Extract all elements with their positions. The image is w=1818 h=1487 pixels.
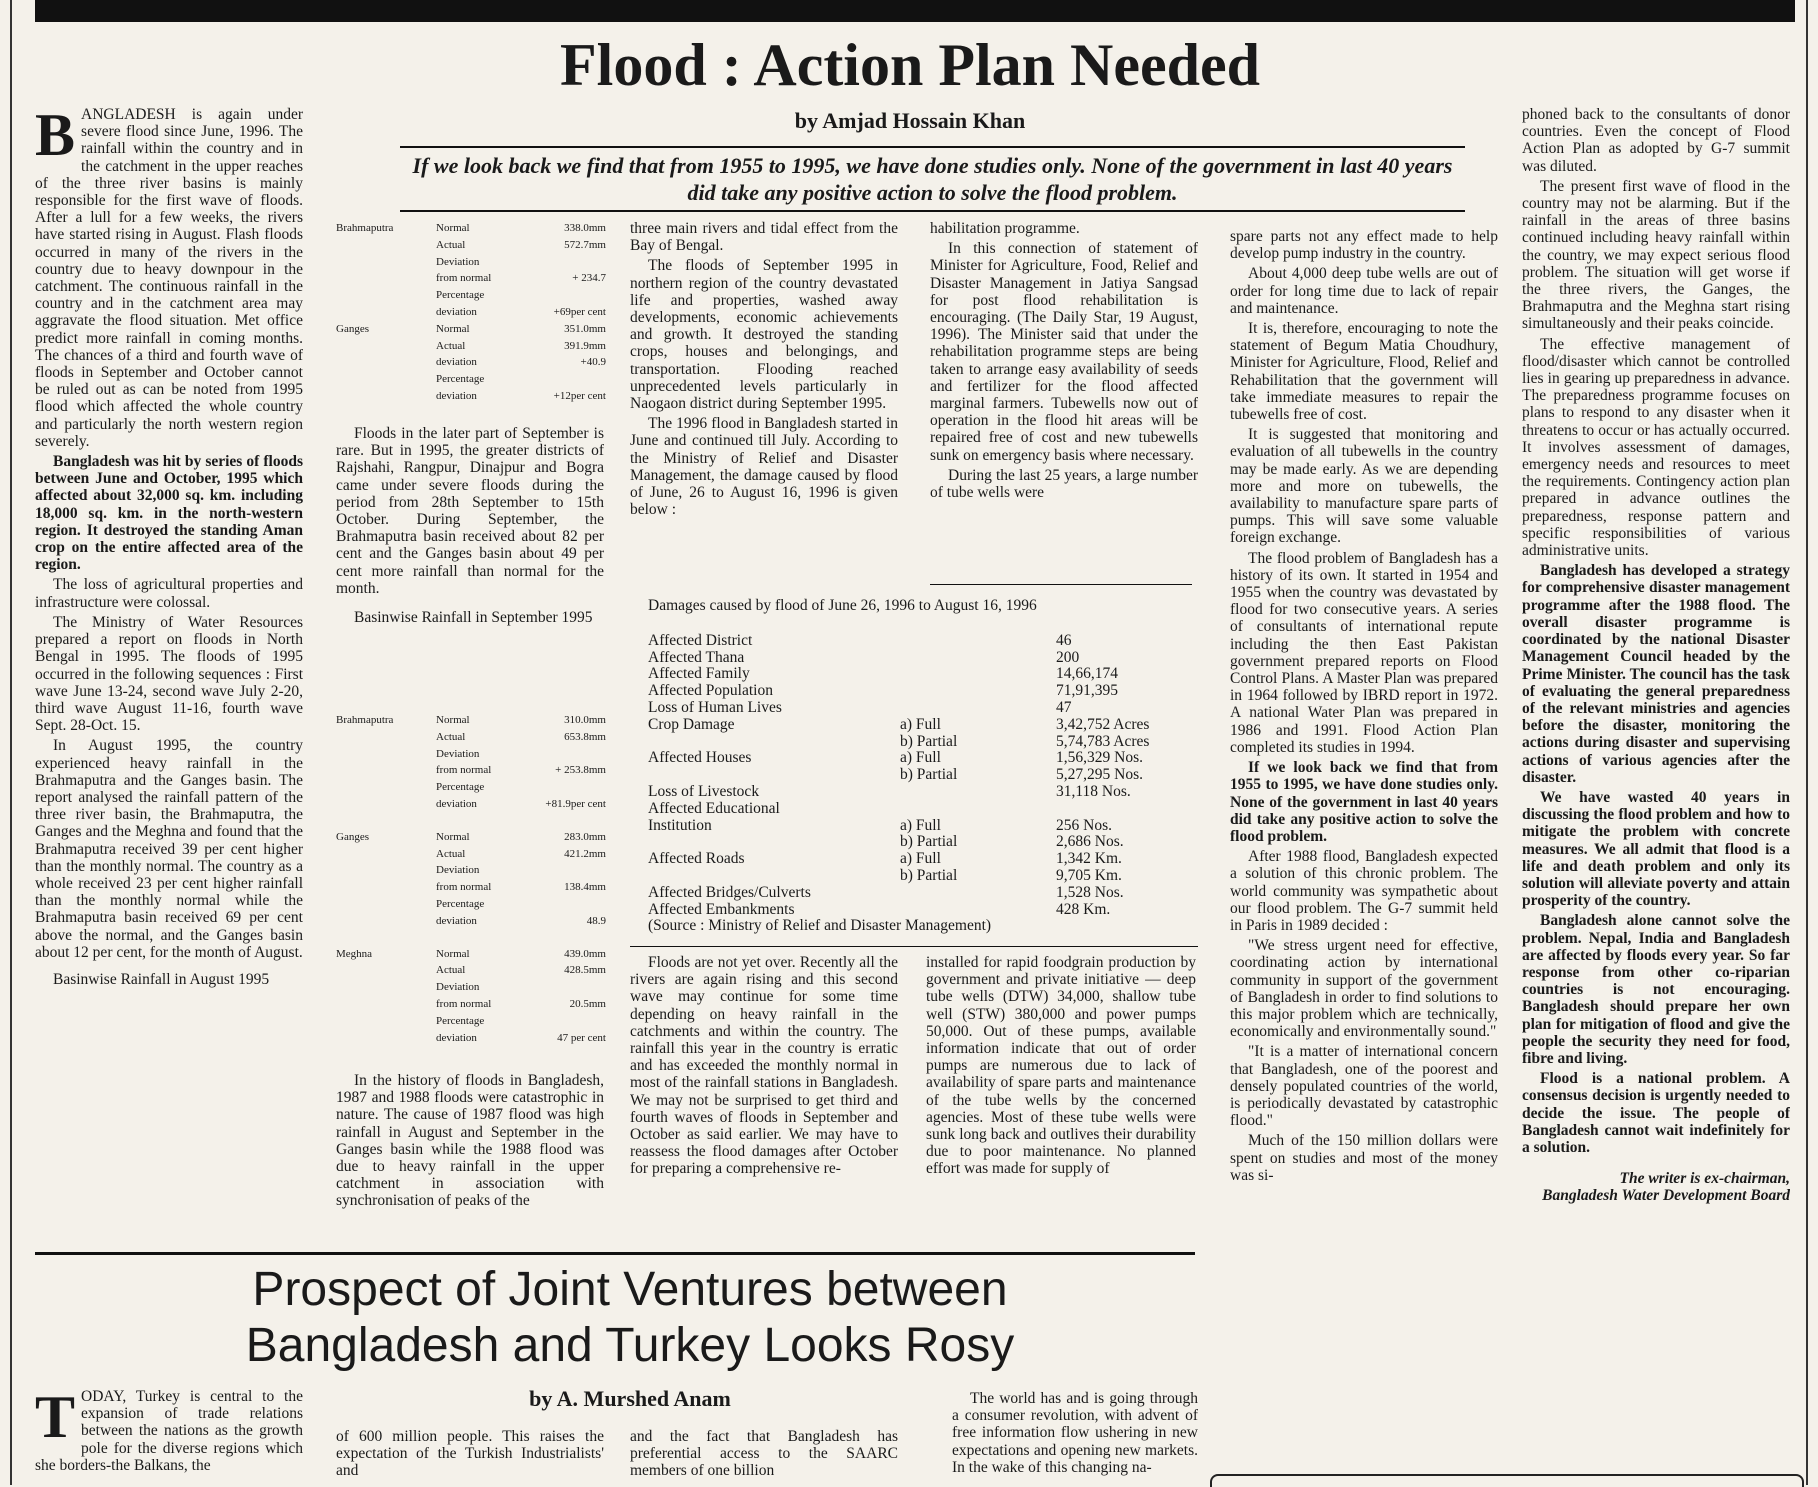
table-row [336,254,606,271]
column-3-bottom [630,954,898,1244]
table-row [336,712,606,729]
adjacent-box-frame [1210,1474,1804,1487]
table-row [336,321,606,338]
table-cell: b) Partial [900,833,958,851]
paragraph: Flood is a national problem. A consensus decision is urgently needed to decide the issue. The people of Bangladesh cannot wait indefinitely for a solution. [1522,1070,1790,1156]
table-row [336,270,606,287]
table-cell: from normal [436,764,492,777]
table-cell: Institution [648,816,712,834]
table-cell: 1,342 Km. [1056,850,1122,868]
article2-column-2 [336,1428,604,1485]
table-row [648,818,1188,835]
table-cell: b) Partial [900,866,958,884]
table-cell [900,633,1056,650]
table-cell: deviation [436,305,477,318]
table-cell: +69per cent [553,305,606,318]
table-row [336,237,606,254]
table-row [648,784,1188,801]
article-divider [35,1252,1195,1255]
table-cell: Actual [436,847,466,860]
table-cell: from normal [436,997,492,1010]
table-cell: 428 Km. [1056,900,1111,918]
table-row [336,979,606,996]
table-cell: Normal [436,222,470,234]
table-cell: Affected Population [648,682,773,700]
pull-quote: If we look back we find that from 1955 to 1995, we have done studies only. None of the government in last 40 years did take any positive action to solve the flood problem. [400,146,1465,212]
basin-name: Ganges [336,322,369,335]
table-cell [900,784,1056,801]
table-cell: Actual [436,339,466,352]
paragraph: We have wasted 40 years in discussing the flood problem and how to mitigate the problem with concrete measures. We all admit that flood is a life and death problem and only its solution will alleviate poverty and attain prosperity of the country. [1522,788,1790,910]
paragraph: It is, therefore, encouraging to note the statement of Begum Matia Choudhury, Minister for Agriculture, Flood, Relief and Rehabilitation that the government will take immediate measures to repair the tubewells free of cost. [1230,320,1498,424]
table-row [648,633,1188,650]
table-cell: 421.2mm [564,847,606,860]
table-cell: Normal [436,947,470,960]
table-cell: 1,528 Nos. [1056,883,1124,901]
table-cell: 256 Nos. [1056,816,1112,834]
table-caption: Basinwise Rainfall in August 1995 [53,970,270,988]
table-cell: Percentage [436,373,485,386]
table-cell: Affected Houses [648,749,752,767]
table-row [648,666,1188,683]
column-2-text [336,425,604,640]
table-cell: Affected Thana [648,648,745,666]
table-row [648,868,1188,885]
drop-cap: B [35,106,76,168]
table-cell: from normal [436,272,492,285]
table-cell: deviation [436,356,477,369]
table-cell [648,868,900,885]
table-cell: deviation [436,914,477,927]
table-cell: 338.0mm [564,222,606,234]
table-cell: Affected Bridges/Culverts [648,883,811,901]
table-row [336,371,606,388]
table-cell: Normal [436,830,470,843]
table-row [336,879,606,896]
table-cell [648,767,900,784]
table-cell: 572.7mm [564,238,606,251]
table-row [648,902,1188,919]
table-cell: 20.5mm [569,997,606,1010]
table-cell: Actual [436,238,466,251]
table-cell: Percentage [436,1014,485,1027]
table-cell: + 234.7 [572,272,606,285]
table-cell: Actual [436,730,466,743]
table-cell [648,834,900,851]
table-cell: Deviation [436,864,480,877]
paragraph: In the history of floods in Bangladesh, 1987 and 1988 floods were catastrophic in nature. The cause of 1987 flood was high rainfall in August and September in the Ganges basin while the 1988 flood was due to heavy rainfall in the upper catchment in association with synchronisation of peaks of the [336,1072,604,1210]
table-cell: Loss of Livestock [648,782,760,800]
paragraph: If we look back we find that from 1955 to 1995, we have done studies only. None of the government in last 40 years did take any positive action to solve the flood problem. [1230,759,1498,845]
paragraph: Bangladesh alone cannot solve the problem. Nepal, India and Bangladesh are affected by floods every year. So far response from other co-riparian countries is not encouraging. Bangladesh should prepare her own plan for mitigation of flood and give the people the security they need for food, fibre and living. [1522,912,1790,1067]
column-5 [1230,228,1498,1478]
table-cell: Affected Roads [648,850,745,868]
table-row [648,851,1188,868]
sep-rainfall-table [336,712,606,1046]
paragraph: The effective management of flood/disaster which cannot be controlled lies in gearing up preparedness in advance. The preparedness programme focuses on plans to respond to any disaster when it threatens to occur or has actually occurred. It involves assessment of damages, emergency needs and resources to meet the requirements. Contingency action plan prepared in advance outlines the preparedness, response pattern and specific responsibilities of various administrative units. [1522,335,1790,560]
paragraph: phoned back to the consultants of donor countries. Even the concept of Flood Action Plan as adopted by G-7 summit was diluted. [1522,106,1790,175]
table-cell: +81.9per cent [545,797,606,810]
table-cell: deviation [436,797,477,810]
paragraph: About 4,000 deep tube wells are out of order for long time due to lack of repair and maintenance. [1230,265,1498,317]
paragraph: The present first wave of flood in the country may not be alarming. But if the rainfall in the areas of three basins continued including heavy rainfall within the country, we may expect serious flood problem. The situation will get worse if the three rivers, the Ganges, the Brahmaputra and the Meghna start rising simultaneously and their peaks coincide. [1522,177,1790,333]
table-row [336,962,606,979]
table-cell: 1,56,329 Nos. [1056,749,1143,767]
paragraph: "We stress urgent need for effective, coordinating action by international community in support of the government of Bangladesh in order to find solutions to this major problem which are technically, economically and environmentally sound." [1230,937,1498,1041]
paragraph: The world has and is going through a consumer revolution, with advent of free information flow ushering in new expectations and opening new markets. In the wake of this changing na- [952,1390,1198,1476]
table-cell: +12per cent [553,389,606,402]
article2-title: Prospect of Joint Ventures between Bangladesh and Turkey Looks Rosy [245,1263,1015,1372]
table-cell: Affected Embankments [648,900,795,918]
table-cell: + 253.8mm [555,764,606,777]
table-row [648,750,1188,767]
table-row [648,885,1188,902]
table-cell: Crop Damage [648,715,735,733]
paragraph: During the last 25 years, a large number of tube wells were [930,466,1198,502]
paragraph: In this connection of statement of Minister for Agriculture, Food, Relief and Disaster Management in Jatiya Sangsad for post flood rehabilitation is encouraging. (The Daily Star, 19 August, 1996). The Minister said that under the rehabilitation programme steps are being taken to arrange easy availability of seeds and fertilizer for the flood affected marginal farmers. Tubewells now out of operation in the flood hit areas will be repaired free of cost and new tubewells sunk on emergency basis where necessary. [930,240,1198,464]
table-cell: deviation [436,1031,477,1044]
table-row [648,801,1188,818]
table-cell: b) Partial [900,766,958,784]
table-source: (Source : Ministry of Relief and Disaster Management) [648,917,992,935]
table-cell: 653.8mm [564,730,606,743]
basin-name: Brahmaputra [336,222,394,234]
table-row [336,220,606,237]
column-4-bottom [926,954,1196,1244]
table-cell: 46 [1056,631,1072,649]
table-row [336,762,606,779]
paragraph: Much of the 150 million dollars were spent on studies and most of the money was si- [1230,1132,1498,1184]
table-cell [900,683,1056,700]
paragraph: The Ministry of Water Resources prepared a report on floods in North Bengal in 1995. The floods of 1995 occurred in the following sequences : First wave June 13-24, second wave July 2-20, third wave August 11-16, fourth wave Sept. 28-Oct. 15. [35,613,303,735]
table-cell: from normal [436,881,492,894]
paragraph: ANGLADESH is again under severe flood since June, 1996. The rainfall within the country and in the catchment in the upper reaches of the three river basins is mainly responsible for the first wave of floods. After a lull for a few weeks, the rivers have started rising in August. Flash floods occurred in many of the rivers in the country due to heavy downpour in the catchment. The continuous rainfall in the country and in the catchment area may aggravate the flood situation. Met office predict more rainfall in coming months. The chances of a third and fourth wave of floods in September and October cannot be ruled out as can be noted from 1995 flood which affected the whole country and particularly the north western region severely. [35,106,303,450]
table-cell: 71,91,395 [1056,682,1118,700]
table-cell: Deviation [436,981,480,994]
headline: Flood : Action Plan Needed [560,32,1260,98]
table-row [336,338,606,355]
table-row [336,996,606,1013]
table-row [648,700,1188,717]
table-cell: Normal [436,714,470,726]
table-row [336,896,606,913]
table-cell [900,885,1056,902]
paragraph: installed for rapid foodgrain production by government and private initiative — deep tube wells (DTW) 34,000, shallow tube well (STW) 380,000 and power pumps 50,000. Out of these pumps, available information indicate that out of order pumps are numerous due to lack of availability of spare parts and maintenance of the tube wells by the concerned agencies. Most of these tube wells were sunk long back and outlives their durability due to poor maintenance. No planned effort was made for supply of [926,954,1196,1178]
table-row [336,1030,606,1047]
table-cell: 351.0mm [564,322,606,335]
basin-name: Ganges [336,830,369,843]
paragraph: of 600 million people. This raises the expectation of the Turkish Industrialists' and [336,1428,604,1480]
table-cell: 138.4mm [564,881,606,894]
paragraph: Floods are not yet over. Recently all the rivers are again rising and this second wave may continue for some time depending on heavy rainfall in the catchments and within the country. The rainfall this year in the country is erratic and has exceeded the monthly normal in most of the rainfall stations in Bangladesh. We may not be surprised to get third and fourth waves of floods in September and October as said earlier. We may have to reassess the flood damages after October for preparing a comprehensive re- [630,954,898,1178]
table-row [648,734,1188,751]
table-row [336,846,606,863]
paragraph: and the fact that Bangladesh has preferential access to the SAARC members of one billion [630,1428,898,1480]
author-note: The writer is ex-chairman, Bangladesh Water Development Board [1542,1170,1790,1205]
table-row [336,913,606,930]
column-1 [35,106,303,1246]
table-row [648,767,1188,784]
paragraph: habilitation programme. [930,220,1080,237]
table-row [336,746,606,763]
paragraph: In August 1995, the country experienced heavy rainfall in the Brahmaputra and the Ganges basin. The report analysed the rainfall pattern of the three river basin, the Brahmaputra, the Ganges and the Meghna and found that the Brahmaputra received 39 per cent higher than the monthly normal. The country as a whole received 23 per cent higher rainfall than the monthly normal while the Brahmaputra basin received 69 per cent above the normal, and the Ganges basin about 12 per cent, for the month of August. [35,737,303,961]
table-row [336,287,606,304]
table-cell: 310.0mm [564,714,606,726]
table-row [336,729,606,746]
article2-byline: by A. Murshed Anam [529,1386,731,1411]
column-4-top [930,220,1198,582]
paragraph: The loss of agricultural properties and infrastructure were colossal. [35,576,303,611]
right-column-rule [1806,0,1808,1485]
article2-column-3 [630,1428,898,1485]
table-cell: a) Full [900,816,941,834]
table-row [336,930,606,963]
paragraph: The flood problem of Bangladesh has a history of its own. It started in 1954 and 1955 when the country was devastated by flood for two consecutive years. A series of consultants of international repute including the then East Pakistan government prepared reports on Flood Control Plans. A Master Plan was prepared in 1964 followed by IBRD report in 1972. A national Water Plan was prepared in 1986 and 1991. Flood Action Plan completed its studies in 1994. [1230,549,1498,756]
table-cell: Affected Family [648,665,750,683]
table-cell: Affected District [648,631,753,649]
table-cell: 200 [1056,648,1080,666]
table-cell [900,902,1056,919]
table-row [336,862,606,879]
paragraph: spare parts not any effect made to help develop pump industry in the country. [1230,228,1498,263]
table-cell: 283.0mm [564,830,606,843]
byline: by Amjad Hossain Khan [794,108,1026,133]
damage-table [648,598,1188,935]
table-cell [900,666,1056,683]
table-cell: Actual [436,964,466,977]
table-cell: 5,27,295 Nos. [1056,766,1143,784]
table-cell: Loss of Human Lives [648,698,782,716]
table-row [648,650,1188,667]
table-cell: 47 per cent [557,1031,606,1044]
top-rule [35,0,1795,22]
basin-name: Brahmaputra [336,714,394,726]
table-row [648,834,1188,851]
paragraph: three main rivers and tidal effect from the Bay of Bengal. [630,220,898,255]
table-cell: a) Full [900,715,941,733]
table-cell: deviation [436,389,477,402]
table-cell: 3,42,752 Acres [1056,715,1150,733]
table-cell: 391.9mm [564,339,606,352]
drop-cap: T [35,1388,76,1450]
table-row [336,1013,606,1030]
column-3-top [630,220,898,592]
paragraph: Floods in the later part of September is rare. But in 1995, the greater districts of Rajshahi, Rangpur, Dinajpur and Bogra came under severe floods during the period from 28th September to 15th October. During September, the Brahmaputra basin received about 82 per cent and the Ganges basin about 49 per cent more rainfall than normal for the month. [336,425,604,597]
table-cell: 31,118 Nos. [1056,782,1131,800]
table-cell: 5,74,783 Acres [1056,732,1150,750]
table-cell: b) Partial [900,732,958,750]
table-row [336,388,606,405]
table-cell: 14,66,174 [1056,665,1118,683]
table-cell: 428.5mm [564,964,606,977]
basin-name: Meghna [336,947,373,960]
article2-column-4 [952,1390,1198,1485]
table-cell: Deviation [436,255,480,268]
table-row [648,683,1188,700]
paragraph: The 1996 flood in Bangladesh started in June and continued till July. According to the Ministry of Relief and Disaster Management, the damage caused by flood of June, 26 to August 16, 1996 is given below : [630,415,898,519]
table-cell: Affected Educational [648,799,780,817]
table-cell: +40.9 [580,356,606,369]
table-cell: Percentage [436,781,485,794]
table-cell: Percentage [436,289,485,302]
table-cell: 48.9 [586,914,606,927]
paragraph: Bangladesh has developed a strategy for comprehensive disaster management programme after the 1988 flood. The overall disaster programme is coordinated by the national Disaster Management Council headed by the Prime Minister. The council has the task of evaluating the general preparedness of the relevant ministries and agencies before the disaster, monitoring the actions during disaster and supervising actions of various agencies after the disaster. [1522,562,1790,786]
paragraph: It is suggested that monitoring and evaluation of all tubewells in the country may be made early. As we are depending more and more on tubewells, the availability to manufacture spare parts of pumps. This will save some valuable foreign exchange. [1230,426,1498,547]
paragraph: After 1988 flood, Bangladesh expected a solution of this chronic problem. The world community was sympathetic about our flood problem. The G-7 summit held in Paris in 1989 decided : [1230,848,1498,934]
table-row [336,354,606,371]
column-6 [1522,106,1790,1386]
table-title: Damages caused by flood of June 26, 1996 to August 16, 1996 [648,597,1037,614]
paragraph: "It is a matter of international concern that Bangladesh, one of the poorest and densely populated countries of the world, is periodically devastated by catastrophic flood." [1230,1043,1498,1130]
table-cell: 9,705 Km. [1056,866,1122,884]
table-row [336,796,606,813]
table-cell: 439.0mm [564,947,606,960]
table-cell [900,650,1056,667]
paragraph: The floods of September 1995 in northern region of the country devastated life and properties, washed away developments, economic achievements and growth. It destroyed the standing crops, houses and belongings, and transportation. Flooding reached unprecedented levels particularly in Naogaon district during September 1995. [630,257,898,413]
table-cell [648,734,900,751]
table-cell: 47 [1056,698,1072,716]
table-cell: Percentage [436,897,485,910]
table-caption: Basinwise Rainfall in September 1995 [354,609,593,627]
table-cell: 2,686 Nos. [1056,833,1124,851]
separator [630,946,1198,947]
separator [930,584,1192,585]
column-2-bottom [336,1072,604,1250]
table-cell: Normal [436,322,470,335]
table-cell [900,700,1056,717]
table-cell: a) Full [900,749,941,767]
table-cell: Deviation [436,747,480,760]
table-cell [900,801,1056,818]
table-row [648,717,1188,734]
table-cell: a) Full [900,850,941,868]
paragraph: ODAY, Turkey is central to the expansion of trade relations between the nations as the growth pole for the diverse regions which she borders-the Balkans, the [35,1388,303,1474]
table-row [336,779,606,796]
article2-column-1 [35,1388,303,1485]
table-row [336,304,606,321]
left-column-rule [10,0,12,1485]
aug-rainfall-table [336,220,606,405]
table-cell [1056,801,1188,818]
table-row [336,813,606,846]
paragraph: Bangladesh was hit by series of floods between June and October, 1995 which affected about 32,000 sq. km. including 18,000 sq. km. in the north-western region. It destroyed the standing Aman crop on the entire affected area of the region. [35,453,303,574]
